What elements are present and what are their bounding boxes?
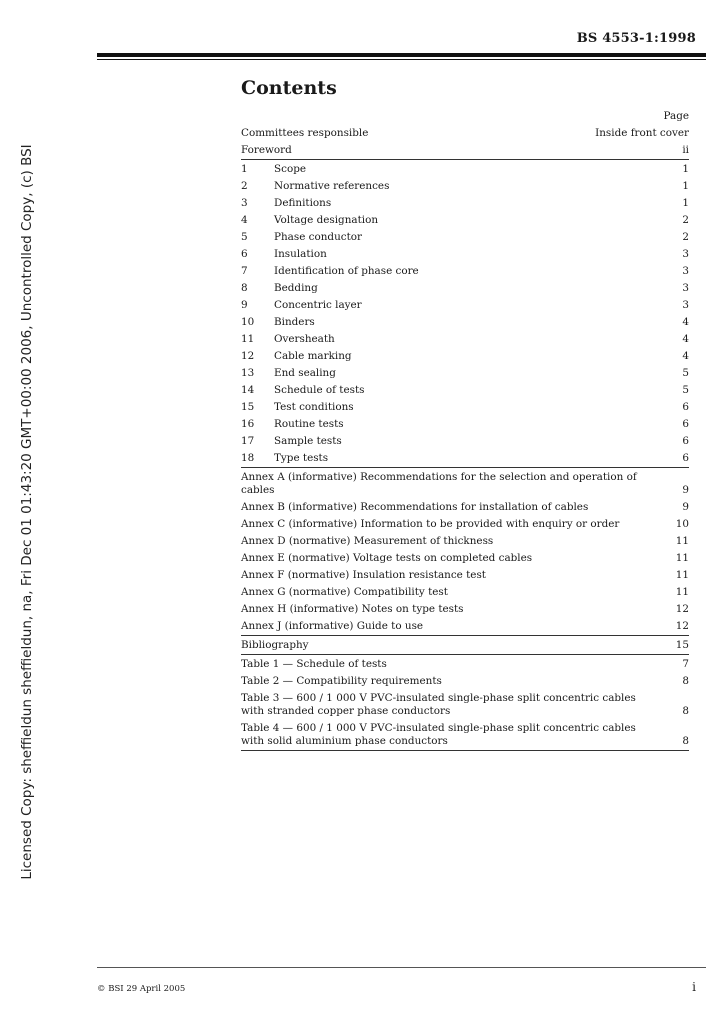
toc-entry-page: 15 [675, 639, 689, 651]
toc-entry-clause[interactable] [241, 246, 689, 263]
clause-number: 15 [241, 401, 255, 413]
toc-entry-page: 5 [682, 384, 689, 396]
toc-entry-label: Cable marking [274, 350, 352, 362]
toc-entry-label: Annex E (normative) Voltage tests on completed cables [241, 552, 533, 564]
toc-entry-page: 11 [675, 535, 689, 547]
toc-entry-table[interactable] [241, 690, 689, 720]
clause-number: 11 [241, 333, 255, 345]
clause-number: 9 [241, 299, 248, 311]
toc-entry-label: Test conditions [274, 401, 354, 413]
clause-number: 8 [241, 282, 248, 294]
toc-entry-label: Annex B (informative) Recommendations for installation of cables [241, 501, 589, 513]
toc-entry-page: 8 [682, 675, 689, 687]
toc-entry-label: Annex A (informative) Recommendations for the selection and operation of cables [241, 471, 637, 496]
clause-number: 14 [241, 384, 255, 396]
toc-entry-page: 9 [682, 484, 689, 496]
toc-entry-page: ii [682, 144, 689, 156]
toc-entry-label: Insulation [274, 248, 327, 260]
toc-entry-label: Bedding [274, 282, 318, 294]
toc-entry-label: Annex J (informative) Guide to use [241, 620, 424, 632]
toc-entry-label: Table 3 — 600 / 1 000 V PVC-insulated single-phase split concentric cables with stranded copper phase conductors [241, 692, 636, 717]
toc-entry-page: 4 [682, 316, 689, 328]
toc-entry-label: Routine tests [274, 418, 344, 430]
toc-entry-page: 10 [675, 518, 689, 530]
page-heading: Page [663, 110, 689, 122]
table-list [241, 656, 689, 751]
toc-entry-clause[interactable] [241, 229, 689, 246]
toc-entry-page: 3 [682, 282, 689, 294]
license-notice: Licensed Copy: sheffieldun sheffieldun, na, Fri Dec 01 01:43:20 GMT+00:00 2006, Uncontrolled Copy, (c) BSI [19, 144, 35, 880]
toc-entry-page: 7 [682, 658, 689, 670]
toc-entry-clause[interactable] [241, 416, 689, 433]
toc-entry-bibliography[interactable] [241, 637, 689, 655]
toc-entry-label: Bibliography [241, 639, 309, 651]
toc-entry-clause[interactable] [241, 450, 689, 467]
toc-entry-label: Schedule of tests [274, 384, 365, 396]
toc-entry-clause[interactable] [241, 382, 689, 399]
contents-title: Contents [241, 77, 337, 99]
toc-entry-page: 1 [682, 180, 689, 192]
toc-entry-label: Foreword [241, 144, 292, 156]
toc-entry-clause[interactable] [241, 280, 689, 297]
toc-entry-page: 5 [682, 367, 689, 379]
toc-entry-clause[interactable] [241, 297, 689, 314]
toc-entry-annex[interactable] [241, 618, 689, 635]
toc-entry-annex[interactable] [241, 469, 689, 499]
clause-number: 4 [241, 214, 248, 226]
toc-entry-page: 2 [682, 231, 689, 243]
toc-entry-foreword[interactable] [241, 142, 689, 160]
toc-entry-label: Voltage designation [274, 214, 379, 226]
toc-entry-label: Annex H (informative) Notes on type tests [241, 603, 464, 615]
toc-entry-clause[interactable] [241, 263, 689, 280]
annex-list [241, 469, 689, 636]
toc-entry-committees[interactable] [241, 125, 689, 142]
document-id: BS 4553-1:1998 [576, 31, 696, 46]
toc-entry-page: 3 [682, 265, 689, 277]
toc-entry-label: Table 2 — Compatibility requirements [241, 675, 442, 687]
toc-entry-label: End sealing [274, 367, 336, 379]
toc-entry-page: 12 [675, 620, 689, 632]
toc-entry-label: Identification of phase core [274, 265, 419, 277]
clause-number: 10 [241, 316, 255, 328]
toc-entry-annex[interactable] [241, 516, 689, 533]
toc-entry-label: Phase conductor [274, 231, 362, 243]
clause-number: 13 [241, 367, 255, 379]
toc-entry-label: Definitions [274, 197, 332, 209]
toc-entry-page: 11 [675, 586, 689, 598]
toc-entry-annex[interactable] [241, 550, 689, 567]
clause-number: 12 [241, 350, 255, 362]
toc-entry-clause[interactable] [241, 331, 689, 348]
toc-entry-clause[interactable] [241, 178, 689, 195]
toc-entry-page: 11 [675, 569, 689, 581]
clause-number: 16 [241, 418, 255, 430]
toc-entry-label: Type tests [274, 452, 329, 464]
toc-entry-table[interactable] [241, 720, 689, 750]
toc-entry-clause[interactable] [241, 161, 689, 178]
toc-entry-page: 6 [682, 401, 689, 413]
toc-entry-page: 11 [675, 552, 689, 564]
toc-entry-page: Inside front cover [595, 127, 689, 139]
toc-entry-clause[interactable] [241, 195, 689, 212]
toc-entry-label: Annex D (normative) Measurement of thickness [241, 535, 494, 547]
clause-number: 6 [241, 248, 248, 260]
clause-number: 3 [241, 197, 248, 209]
toc-entry-label: Scope [274, 163, 306, 175]
toc-entry-clause[interactable] [241, 212, 689, 229]
toc-entry-annex[interactable] [241, 533, 689, 550]
toc-entry-label: Committees responsible [241, 127, 369, 139]
toc-entry-label: Annex F (normative) Insulation resistance test [241, 569, 486, 581]
toc-entry-label: Oversheath [274, 333, 335, 345]
header-rule-thin [97, 59, 706, 60]
page-column-heading [241, 108, 689, 125]
toc-entry-clause[interactable] [241, 314, 689, 331]
copyright-notice: © BSI 29 April 2005 [97, 984, 186, 994]
table-of-contents [241, 108, 689, 751]
clause-number: 1 [241, 163, 248, 175]
clause-list [241, 161, 689, 468]
toc-entry-label: Normative references [274, 180, 390, 192]
toc-entry-clause[interactable] [241, 399, 689, 416]
toc-entry-label: Annex G (normative) Compatibility test [241, 586, 448, 598]
toc-entry-page: 2 [682, 214, 689, 226]
toc-entry-clause[interactable] [241, 433, 689, 450]
toc-entry-page: 12 [675, 603, 689, 615]
toc-entry-page: 4 [682, 333, 689, 345]
toc-entry-label: Binders [274, 316, 315, 328]
toc-entry-page: 4 [682, 350, 689, 362]
toc-entry-page: 3 [682, 299, 689, 311]
clause-number: 7 [241, 265, 248, 277]
toc-entry-label: Table 4 — 600 / 1 000 V PVC-insulated single-phase split concentric cables with solid aluminium phase conductors [241, 722, 636, 747]
clause-number: 18 [241, 452, 255, 464]
clause-number: 17 [241, 435, 255, 447]
footer-rule [97, 967, 706, 968]
toc-entry-annex[interactable] [241, 567, 689, 584]
toc-entry-page: 3 [682, 248, 689, 260]
toc-entry-table[interactable] [241, 673, 689, 690]
toc-entry-page: 6 [682, 452, 689, 464]
toc-entry-page: 8 [682, 705, 689, 717]
toc-entry-label: Sample tests [274, 435, 342, 447]
toc-entry-table[interactable] [241, 656, 689, 673]
toc-entry-page: 6 [682, 418, 689, 430]
page-number: i [692, 980, 696, 994]
header-rule [97, 53, 706, 57]
toc-entry-page: 9 [682, 501, 689, 513]
toc-entry-annex[interactable] [241, 499, 689, 516]
clause-number: 2 [241, 180, 248, 192]
toc-entry-annex[interactable] [241, 601, 689, 618]
toc-entry-page: 1 [682, 163, 689, 175]
toc-entry-page: 8 [682, 735, 689, 747]
toc-entry-page: 6 [682, 435, 689, 447]
toc-entry-page: 1 [682, 197, 689, 209]
toc-entry-label: Annex C (informative) Information to be provided with enquiry or order [241, 518, 620, 530]
toc-entry-clause[interactable] [241, 365, 689, 382]
toc-entry-label: Table 1 — Schedule of tests [241, 658, 387, 670]
toc-entry-clause[interactable] [241, 348, 689, 365]
clause-number: 5 [241, 231, 248, 243]
toc-entry-annex[interactable] [241, 584, 689, 601]
toc-entry-label: Concentric layer [274, 299, 362, 311]
